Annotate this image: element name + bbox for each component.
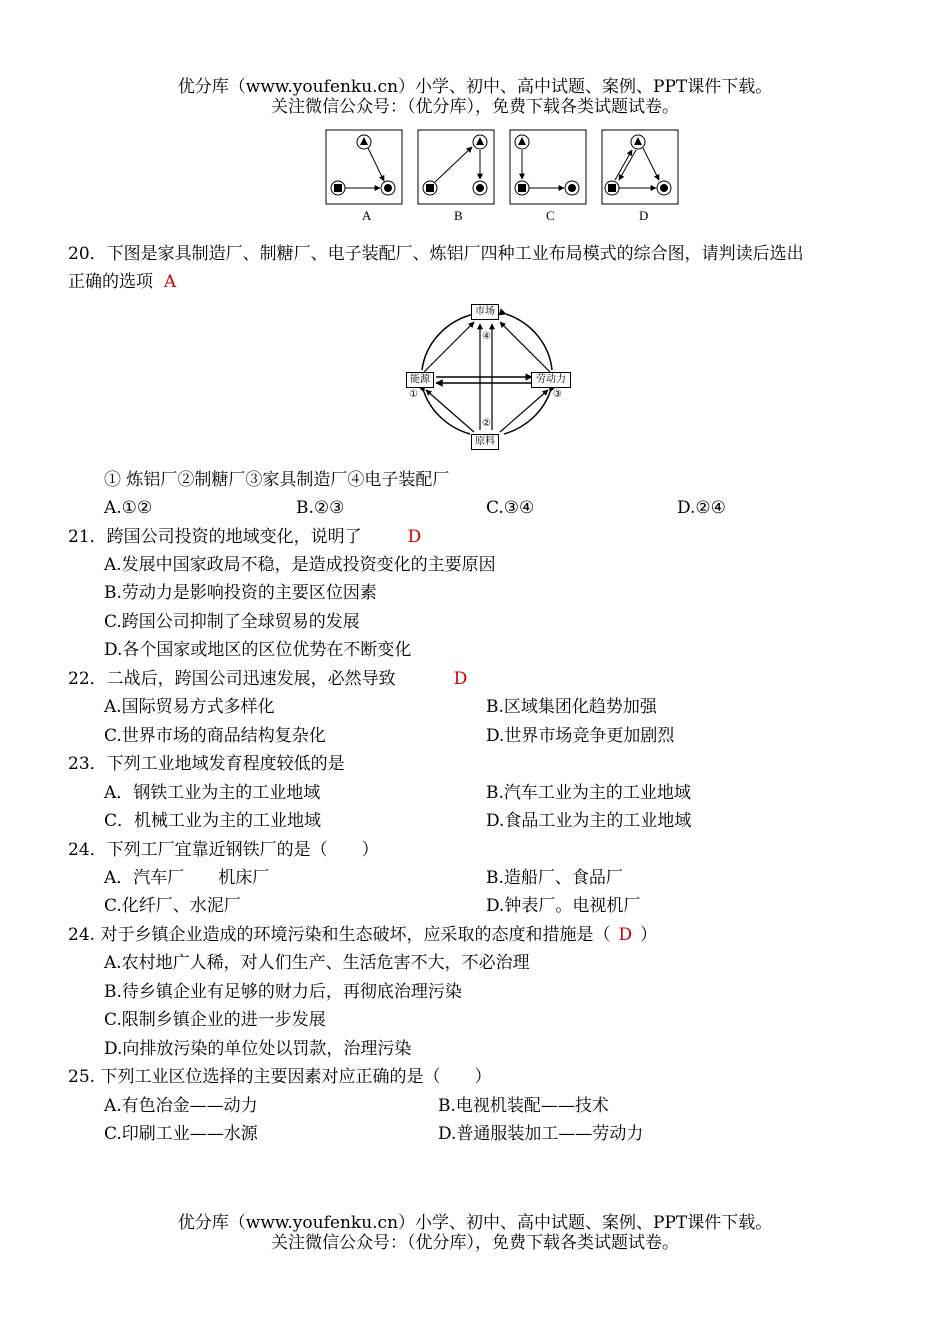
label-1: ① bbox=[409, 389, 418, 400]
q21-option-b[interactable]: B.劳动力是影响投资的主要区位因素 bbox=[104, 583, 377, 603]
header-line-1: 优分库（www.youfenku.cn）小学、初中、高中试题、案例、PPT课件下载。 bbox=[177, 77, 773, 97]
q23-option-c[interactable]: C．机械工业为主的工业地域 bbox=[104, 811, 322, 831]
q21-stem: 21．跨国公司投资的地域变化，说明了 D bbox=[68, 527, 422, 547]
option-figures bbox=[320, 128, 680, 210]
figure-c bbox=[510, 130, 586, 204]
q24b-option-a[interactable]: A.农村地广人稀，对人们生产、生活危害不大，不必治理 bbox=[104, 953, 530, 973]
q23-option-d[interactable]: D.食品工业为主的工业地域 bbox=[486, 811, 692, 831]
q21-option-d[interactable]: D.各个国家或地区的区位优势在不断变化 bbox=[104, 640, 412, 660]
q21-answer: D bbox=[407, 527, 422, 547]
q20-option-c[interactable]: C.③④ bbox=[486, 498, 535, 518]
q22-option-c[interactable]: C.世界市场的商品结构复杂化 bbox=[104, 726, 326, 746]
q25-option-c[interactable]: C.印刷工业——水源 bbox=[104, 1124, 258, 1144]
figure-b bbox=[418, 130, 494, 204]
q23-stem: 23．下列工业地域发育程度较低的是 bbox=[68, 754, 345, 774]
q24a-option-a[interactable]: A．汽车厂 机床厂 bbox=[104, 868, 270, 888]
figure-label-b: B bbox=[454, 208, 463, 223]
header-line-2: 关注微信公众号：（优分库），免费下载各类试题试卷。 bbox=[271, 97, 679, 117]
q21-option-c[interactable]: C.跨国公司抑制了全球贸易的发展 bbox=[104, 612, 360, 632]
q25-stem: 25. 下列工业区位选择的主要因素对应正确的是（ ） bbox=[68, 1067, 492, 1087]
figure-d bbox=[602, 130, 678, 204]
node-raw-material: 原料 bbox=[471, 434, 499, 450]
q24b-option-d[interactable]: D.向排放污染的单位处以罚款，治理污染 bbox=[104, 1039, 412, 1059]
q20-legend: ① 炼铝厂②制糖厂③家具制造厂④电子装配厂 bbox=[104, 470, 450, 490]
figure-label-c: C bbox=[546, 208, 555, 223]
footer-line-1: 优分库（www.youfenku.cn）小学、初中、高中试题、案例、PPT课件下载。 bbox=[177, 1213, 773, 1233]
q20-answer: A bbox=[163, 272, 177, 292]
q21-option-a[interactable]: A.发展中国家政局不稳，是造成投资变化的主要原因 bbox=[104, 555, 496, 575]
figure-label-a: A bbox=[362, 208, 372, 223]
q22-stem: 22．二战后，跨国公司迅速发展，必然导致 D bbox=[68, 669, 468, 689]
q25-option-a[interactable]: A.有色冶金——动力 bbox=[104, 1096, 258, 1116]
node-market: 市场 bbox=[471, 304, 499, 320]
node-energy: 能源 bbox=[406, 372, 434, 388]
q23-option-a[interactable]: A．钢铁工业为主的工业地域 bbox=[104, 783, 321, 803]
q22-option-d[interactable]: D.世界市场竞争更加剧烈 bbox=[486, 726, 675, 746]
q24a-option-b[interactable]: B.造船厂、食品厂 bbox=[486, 868, 623, 888]
q24b-option-c[interactable]: C.限制乡镇企业的进一步发展 bbox=[104, 1010, 326, 1030]
q25-option-d[interactable]: D.普通服装加工——劳动力 bbox=[438, 1124, 644, 1144]
q25-option-b[interactable]: B.电视机装配——技术 bbox=[438, 1096, 609, 1116]
q22-option-b[interactable]: B.区域集团化趋势加强 bbox=[486, 697, 657, 717]
q22-option-a[interactable]: A.国际贸易方式多样化 bbox=[104, 697, 275, 717]
q24b-answer: D bbox=[618, 925, 633, 945]
label-3: ③ bbox=[553, 389, 562, 400]
q20-stem-line1: 20．下图是家具制造厂、制糖厂、电子装配厂、炼铝厂四种工业布局模式的综合图，请判读后选出 bbox=[68, 244, 804, 264]
q24a-option-c[interactable]: C.化纤厂、水泥厂 bbox=[104, 896, 241, 916]
q20-option-d[interactable]: D.②④ bbox=[677, 498, 726, 518]
q24a-option-d[interactable]: D.钟表厂。电视机厂 bbox=[486, 896, 641, 916]
footer-line-2: 关注微信公众号：（优分库），免费下载各类试题试卷。 bbox=[271, 1233, 679, 1253]
q20-option-a[interactable]: A.①② bbox=[104, 498, 153, 518]
q24a-stem: 24．下列工厂宜靠近钢铁厂的是（ ） bbox=[68, 840, 379, 860]
q22-answer: D bbox=[453, 669, 468, 689]
q23-option-b[interactable]: B.汽车工业为主的工业地域 bbox=[486, 783, 691, 803]
figure-label-d: D bbox=[639, 208, 649, 223]
q20-stem-line2: 正确的选项 A bbox=[68, 272, 177, 292]
figure-a bbox=[326, 130, 402, 204]
q20-option-b[interactable]: B.②③ bbox=[296, 498, 345, 518]
label-4: ④ bbox=[482, 331, 491, 342]
q24b-option-b[interactable]: B.待乡镇企业有足够的财力后，再彻底治理污染 bbox=[104, 982, 462, 1002]
label-2: ② bbox=[482, 418, 491, 429]
node-labor: 劳动力 bbox=[531, 372, 571, 388]
q24b-stem: 24. 对于乡镇企业造成的环境污染和生态破坏，应采取的态度和措施是（ D ） bbox=[68, 925, 658, 945]
